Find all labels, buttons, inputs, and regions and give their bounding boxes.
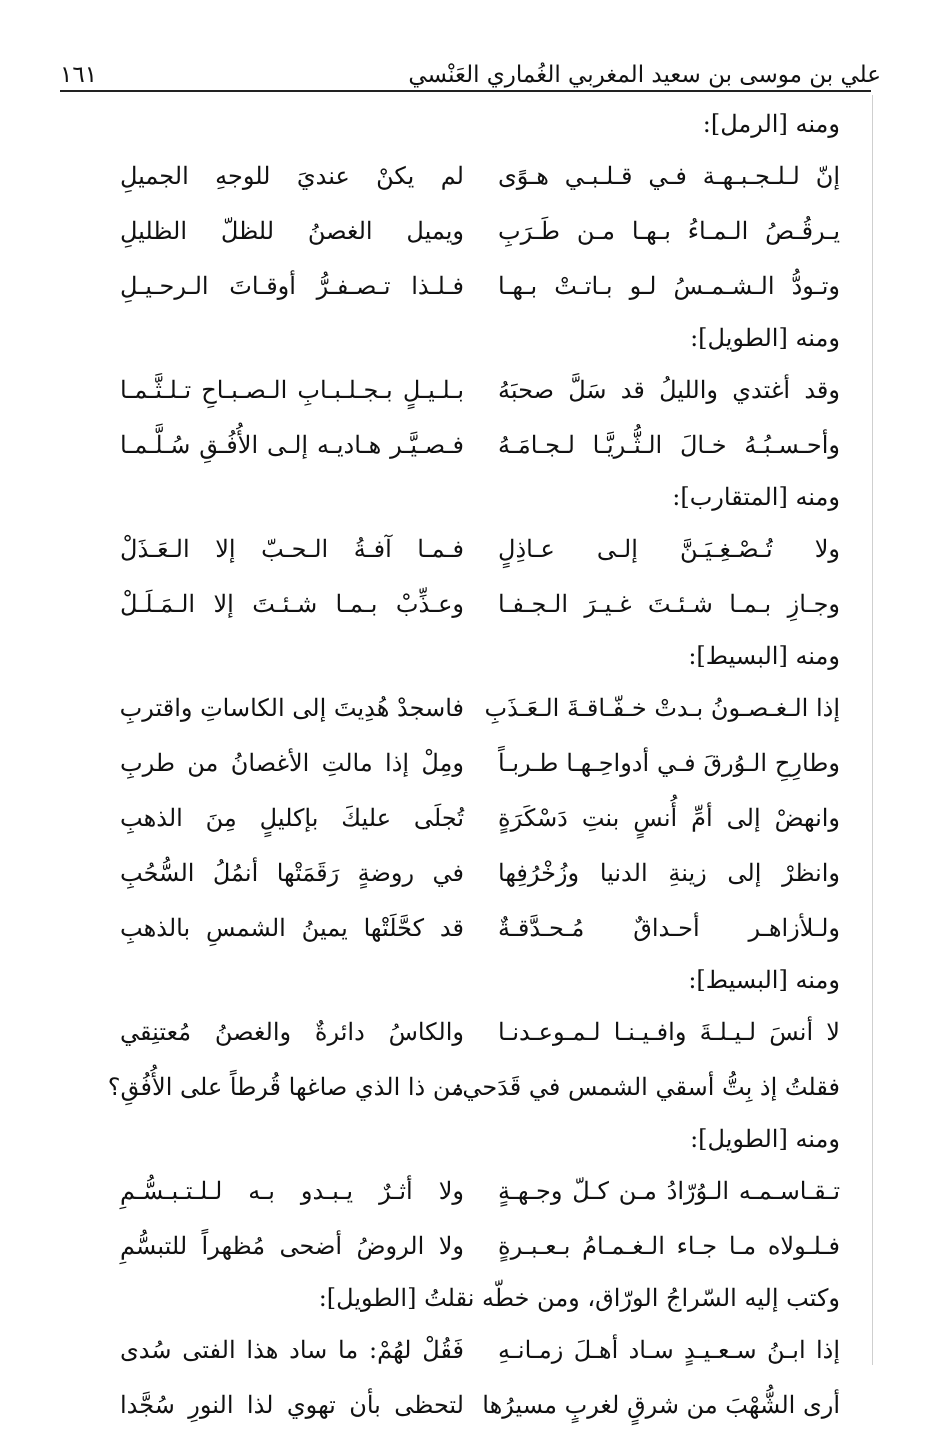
- verse-line: [120, 901, 840, 956]
- verse-line: [120, 522, 840, 577]
- verse-line: [120, 1005, 840, 1060]
- first-hemistich: يـرقُـصُ الـمـاءُ بـهـا مـن طَـرَبِ: [498, 217, 840, 245]
- second-hemistich: لتحظى بأن تهوي لذا النورِ سُجَّدا: [120, 1391, 464, 1419]
- first-hemistich: وأحـسـبُـهُ خـالَ الـثُّـريَّـا لـجـامَـهُ: [498, 431, 840, 459]
- verse-line: [120, 1164, 840, 1219]
- verse-line: [120, 149, 840, 204]
- stanza: [120, 1164, 840, 1274]
- stanza: [107, 1005, 840, 1115]
- second-hemistich: فـلـذا تـصـفـرُّ أوقـاتَ الـرحـيـلِ: [120, 272, 464, 300]
- first-hemistich: إنّ لـلـجـبـهـة فـي قـلـبـي هـوًى: [498, 162, 840, 190]
- section-intro: ومنه [الطويل]:: [690, 324, 840, 352]
- poem-content: [107, 104, 840, 1437]
- second-hemistich: من ذا الذي صاغها قُرطاً على الأُفُقِ؟: [107, 1073, 464, 1101]
- page-number: ١٦١: [60, 62, 98, 88]
- verse-line: [120, 1219, 840, 1274]
- verse-line: [120, 736, 840, 791]
- second-hemistich: ولا أثـرٌ يـبـدو بـه لـلـتـبـسُّـمِ: [120, 1177, 464, 1205]
- stanza: [120, 522, 840, 632]
- first-hemistich: وانهضْ إلى أمِّ أُنسٍ بنتِ دَسْكَرَةٍ: [498, 804, 840, 832]
- verse-line: [120, 1378, 840, 1433]
- first-hemistich: إذا الـغـصـونُ بـدتْ خـفّـاقـةَ الـعَـذَبِ: [484, 694, 840, 722]
- first-hemistich: وطارِحِ الـوُرقَ فـي أدواحِـهـا طـربـاً: [498, 749, 840, 777]
- first-hemistich: تـقـاسـمـه الـوُرّادُ مـن كـلّ وجـهـةٍ: [498, 1177, 840, 1205]
- second-hemistich: وعـذِّبْ بـمـا شـئـتَ إلا الـمَـلَـلْ: [120, 590, 464, 618]
- header-rule: [60, 90, 871, 92]
- verse-line: [120, 1323, 840, 1378]
- second-hemistich: فـمـا آفـةُ الـحـبّ إلا الـعَـذَلْ: [120, 535, 464, 563]
- section-intro: ومنه [الرمل]:: [702, 110, 840, 138]
- running-title: علي بن موسى بن سعيد المغربي الغُماري العَنْسي: [408, 62, 881, 88]
- second-hemistich: فاسجدْ هُدِيتَ إلى الكاساتِ واقتربِ: [119, 694, 464, 722]
- stanza: [120, 1323, 840, 1433]
- first-hemistich: وتـودُّ الـشـمـسُ لـو بـاتـتْ بـهـا: [498, 272, 840, 300]
- verse-line: [120, 363, 840, 418]
- stanza: [120, 149, 840, 314]
- verse-line: [120, 846, 840, 901]
- first-hemistich: فـلـولاه مـا جـاء الـغـمـامُ بـعـبـرةٍ: [498, 1232, 840, 1260]
- verse-line: [120, 577, 840, 632]
- verse-line: [120, 204, 840, 259]
- running-header: [60, 42, 881, 88]
- first-hemistich: وجـازِ بـمـا شـئـتَ غـيـرَ الـجـفـا: [498, 590, 840, 618]
- second-hemistich: ومِلْ إذا مالتِ الأغصانُ من طربِ: [120, 749, 464, 777]
- first-hemistich: ولـلأزاهـر أحـداقٌ مُـحـدَّقـةٌ: [498, 914, 840, 942]
- second-hemistich: قد كحَّلَتْها يمينُ الشمسِ بالذهبِ: [120, 914, 464, 942]
- first-hemistich: وانظرْ إلى زينةِ الدنيا وزُخْرُفِها: [498, 859, 840, 887]
- page-edge-line: [872, 95, 873, 1365]
- verse-line: [120, 681, 840, 736]
- verse-line: [120, 259, 840, 314]
- verse-line: [120, 791, 840, 846]
- second-hemistich: لم يكنْ عنديَ للوجهِ الجميلِ: [120, 162, 464, 190]
- second-hemistich: فَقُلْ لهُمْ: ما ساد هذا الفتى سُدى: [120, 1336, 464, 1364]
- second-hemistich: في روضةٍ رَقَمَتْها أنمُلُ السُّحُبِ: [120, 859, 464, 887]
- second-hemistich: والكاسُ دائرةٌ والغصنُ مُعتنِقي: [120, 1018, 464, 1046]
- second-hemistich: تُجلَى عليكَ بإكليلٍ مِنَ الذهبِ: [120, 804, 464, 832]
- section-intro: وكتب إليه السّراجُ الورّاق، ومن خطّه نقلتُ [الطويل]:: [318, 1284, 840, 1312]
- first-hemistich: أرى الشُّهْبَ من شرقٍ لغربٍ مسيرُها: [482, 1391, 840, 1419]
- section-intro: ومنه [المتقارب]:: [672, 483, 840, 511]
- first-hemistich: لا أنسَ لـيـلـةَ وافـيـنـا لـمـوعـدنـا: [498, 1018, 840, 1046]
- verse-line: [120, 418, 840, 473]
- first-hemistich: ولا تُـصْـغِـيَـنَّ إلـى عـاذِلٍ: [498, 535, 840, 563]
- second-hemistich: ويميل الغصنُ للظلّ الظليلِ: [120, 217, 464, 245]
- first-hemistich: فقلتُ إذ بِتُّ أسقي الشمس في قَدَحي:: [454, 1073, 840, 1101]
- second-hemistich: بـلـيـلٍ بـجـلـبـابِ الـصـبـاحِ تـلـثَّـمـا: [120, 376, 464, 404]
- stanza: [120, 363, 840, 473]
- section-intro: ومنه [البسيط]:: [688, 966, 840, 994]
- section-intro: ومنه [الطويل]:: [690, 1125, 840, 1153]
- verse-line: [107, 1060, 840, 1115]
- second-hemistich: فـصـيَّـر هـاديـه إلـى الأُفُـقِ سُـلَّـمـا: [120, 431, 464, 459]
- second-hemistich: ولا الروضُ أضحى مُظهراً للتبسُّمِ: [120, 1232, 464, 1260]
- stanza: [120, 681, 840, 956]
- first-hemistich: وقد أغتدي والليلُ قد سَلَّ صحبَهُ: [498, 376, 840, 404]
- section-intro: ومنه [البسيط]:: [688, 642, 840, 670]
- first-hemistich: إذا ابـنُ سـعـيـدٍ سـاد أهـلَ زمـانـهِ: [498, 1336, 840, 1364]
